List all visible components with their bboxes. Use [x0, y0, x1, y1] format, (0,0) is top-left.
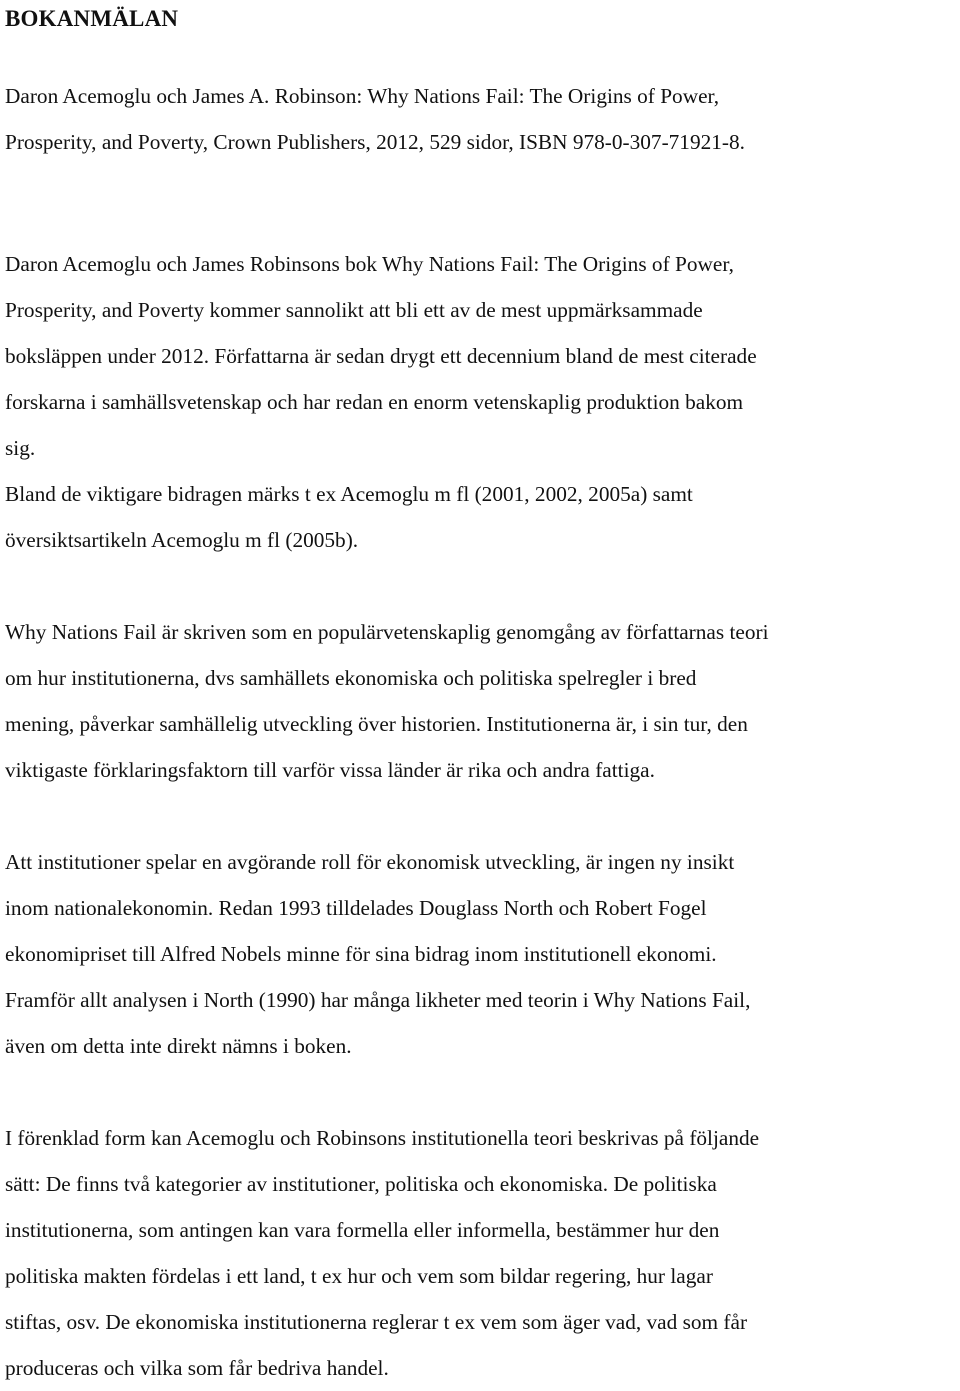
paragraph-line: boksläppen under 2012. Författarna är sedan drygt ett decennium bland de mest citerade	[5, 344, 757, 368]
paragraph-institutions-history	[5, 839, 955, 1069]
paragraph-book-citation	[5, 73, 955, 165]
paragraph-line: även om detta inte direkt nämns i boken.	[5, 1034, 352, 1058]
document-heading: BOKANMÄLAN	[5, 6, 179, 31]
paragraph-line: sig.	[5, 436, 36, 460]
paragraph-line: institutionerna, som antingen kan vara formella eller informella, bestämmer hur den	[5, 1218, 720, 1242]
paragraph-line: översiktsartikeln Acemoglu m fl (2005b).	[5, 528, 359, 552]
paragraph-line: viktigaste förklaringsfaktorn till varför vissa länder är rika och andra fattiga.	[5, 758, 655, 782]
paragraph-line: stiftas, osv. De ekonomiska institutionerna reglerar t ex vem som äger vad, vad som får	[5, 1310, 748, 1334]
paragraph-introduction	[5, 241, 955, 563]
paragraph-line: Why Nations Fail är skriven som en populärvetenskaplig genomgång av författarnas teori	[5, 620, 769, 644]
paragraph-line: sätt: De finns två kategorier av institutioner, politiska och ekonomiska. De politiska	[5, 1172, 717, 1196]
paragraph-line: forskarna i samhällsvetenskap och har redan en enorm vetenskaplig produktion bakom	[5, 390, 744, 414]
paragraph-line: I förenklad form kan Acemoglu och Robinsons institutionella teori beskrivas på följande	[5, 1126, 760, 1150]
paragraph-line: produceras och vilka som får bedriva handel.	[5, 1356, 389, 1380]
paragraph-line: Prosperity, and Poverty kommer sannolikt att bli ett av de mest uppmärksammade	[5, 298, 703, 322]
paragraph-line: om hur institutionerna, dvs samhällets ekonomiska och politiska spelregler i bred	[5, 666, 697, 690]
paragraph-line: inom nationalekonomin. Redan 1993 tilldelades Douglass North och Robert Fogel	[5, 896, 707, 920]
paragraph-line: Prosperity, and Poverty, Crown Publishers, 2012, 529 sidor, ISBN 978-0-307-71921-8.	[5, 130, 745, 154]
paragraph-line: Daron Acemoglu och James Robinsons bok Why Nations Fail: The Origins of Power,	[5, 252, 734, 276]
paragraph-line: ekonomipriset till Alfred Nobels minne för sina bidrag inom institutionell ekonomi.	[5, 942, 717, 966]
paragraph-line: Att institutioner spelar en avgörande roll för ekonomisk utveckling, är ingen ny insikt	[5, 850, 735, 874]
paragraph-line: politiska makten fördelas i ett land, t ex hur och vem som bildar regering, hur lagar	[5, 1264, 713, 1288]
paragraph-line: mening, påverkar samhällelig utveckling över historien. Institutionerna är, i sin tur, den	[5, 712, 748, 736]
paragraph-line: Daron Acemoglu och James A. Robinson: Why Nations Fail: The Origins of Power,	[5, 84, 720, 108]
paragraph-line: Framför allt analysen i North (1990) har många likheter med teorin i Why Nations Fail,	[5, 988, 751, 1012]
paragraph-book-overview	[5, 609, 955, 793]
paragraph-theory-summary	[5, 1115, 955, 1391]
paragraph-line: Bland de viktigare bidragen märks t ex Acemoglu m fl (2001, 2002, 2005a) samt	[5, 482, 693, 506]
